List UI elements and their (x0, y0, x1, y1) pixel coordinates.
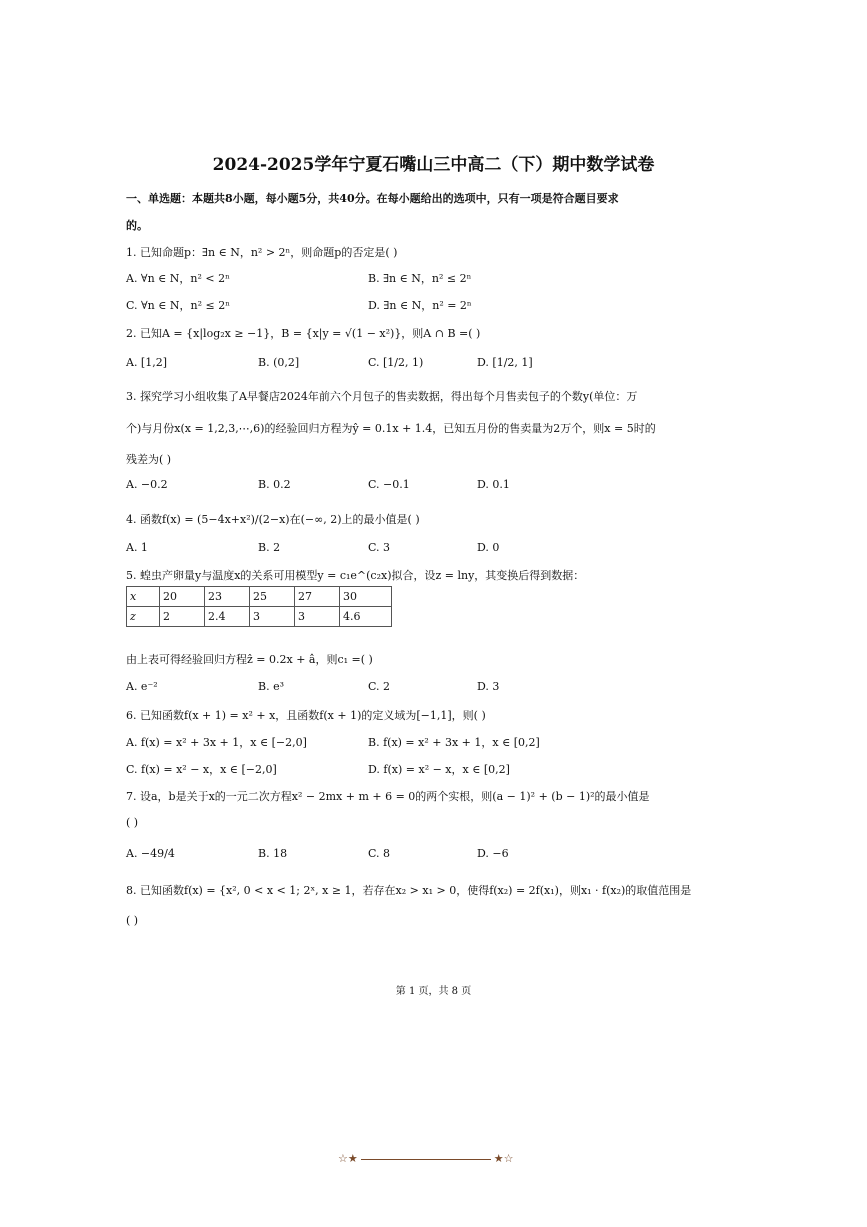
q8-line1: 8. 已知函数f(x) = {x², 0 < x < 1; 2ˣ, x ≥ 1，若存在x₂ > x₁ > 0，使得f(x₂) = 2f(x₁)，则x₁ · f(x₂)的取值范围是 (126, 884, 692, 897)
table-cell: 4.6 (340, 607, 392, 627)
q5-followup: 由上表可得经验回归方程ẑ = 0.2x + â，则c₁ =( ) (126, 653, 373, 666)
q5-stem: 5. 蝗虫产卵量y与温度x的关系可用模型y = c₁e^(c₂x)拟合，设z = lny，其变换后得到数据： (126, 569, 585, 582)
table-cell: z (127, 607, 160, 627)
table-cell: 3 (295, 607, 340, 627)
q1-option-b: B. ∃n ∈ N，n² ≤ 2ⁿ (368, 272, 472, 285)
q7-option-b: B. 18 (258, 847, 288, 860)
star-icon: ★☆ (493, 1152, 514, 1165)
q1-option-d: D. ∃n ∈ N，n² = 2ⁿ (368, 299, 472, 312)
table-cell: 20 (160, 587, 205, 607)
table-cell: 3 (250, 607, 295, 627)
table-cell: 27 (295, 587, 340, 607)
q1-stem: 1. 已知命题p：∃n ∈ N，n² > 2ⁿ，则命题p的否定是( ) (126, 246, 398, 259)
q4-option-d: D. 0 (477, 541, 500, 554)
q7-option-d: D. −6 (477, 847, 509, 860)
page-footer: 第 1 页，共 8 页 (395, 986, 472, 997)
q3-line2: 个)与月份x(x = 1,2,3,⋯,6)的经验回归方程为ŷ = 0.1x + 1.4，已知五月份的售卖量为2万个，则x = 5时的 (126, 422, 656, 435)
table-cell: 25 (250, 587, 295, 607)
q7-line2: ( ) (126, 816, 139, 829)
table-row (127, 607, 392, 627)
q2-option-c: C. [1/2, 1) (368, 356, 424, 369)
q2-option-d: D. [1/2, 1] (477, 356, 533, 369)
star-icon: ☆★ (338, 1152, 358, 1165)
q2-option-b: B. (0,2] (258, 356, 300, 369)
q5-option-c: C. 2 (368, 680, 391, 693)
table-cell: 23 (205, 587, 250, 607)
q6-option-c: C. f(x) = x² − x，x ∈ [−2,0] (126, 763, 277, 776)
page-title: 2024-2025学年宁夏石嘴山三中高二（下）期中数学试卷 (212, 155, 655, 175)
decorative-divider (338, 1152, 513, 1165)
q5-option-b: B. e³ (258, 680, 284, 693)
q3-option-d: D. 0.1 (477, 478, 510, 491)
q5-option-a: A. e⁻² (126, 680, 158, 693)
table-cell: 2.4 (205, 607, 250, 627)
q7-line1: 7. 设a，b是关于x的一元二次方程x² − 2mx + m + 6 = 0的两个实根，则(a − 1)² + (b − 1)²的最小值是 (126, 790, 650, 803)
q4-option-b: B. 2 (258, 541, 281, 554)
q4-option-a: A. 1 (126, 541, 148, 554)
q5-option-d: D. 3 (477, 680, 500, 693)
q3-line3: 残差为( ) (126, 453, 172, 466)
q1-option-c: C. ∀n ∈ N，n² ≤ 2ⁿ (126, 299, 230, 312)
divider-line (361, 1159, 491, 1160)
q2-stem: 2. 已知A = {x|log₂x ≥ −1}，B = {x|y = √(1 − x²)}，则A ∩ B =( ) (126, 327, 481, 340)
q2-option-a: A. [1,2] (126, 356, 168, 369)
table-cell: 30 (340, 587, 392, 607)
q3-option-a: A. −0.2 (126, 478, 168, 491)
q6-option-a: A. f(x) = x² + 3x + 1，x ∈ [−2,0] (126, 736, 307, 749)
q6-option-d: D. f(x) = x² − x，x ∈ [0,2] (368, 763, 510, 776)
section-heading-line1: 一、单选题：本题共8小题，每小题5分，共40分。在每小题给出的选项中，只有一项是符合题目要求 (126, 192, 619, 205)
q5-data-table (126, 586, 392, 627)
q7-option-a: A. −49/4 (126, 847, 175, 860)
q4-option-c: C. 3 (368, 541, 391, 554)
q3-line1: 3. 探究学习小组收集了A早餐店2024年前六个月包子的售卖数据，得出每个月售卖包子的个数y(单位：万 (126, 390, 638, 403)
table-row (127, 587, 392, 607)
table-cell: x (127, 587, 160, 607)
table-cell: 2 (160, 607, 205, 627)
q4-stem: 4. 函数f(x) = (5−4x+x²)/(2−x)在(−∞, 2)上的最小值是( ) (126, 513, 420, 526)
q6-stem: 6. 已知函数f(x + 1) = x² + x，且函数f(x + 1)的定义域为[−1,1]，则( ) (126, 709, 486, 722)
q6-option-b: B. f(x) = x² + 3x + 1，x ∈ [0,2] (368, 736, 540, 749)
q3-option-b: B. 0.2 (258, 478, 291, 491)
q7-option-c: C. 8 (368, 847, 391, 860)
section-heading-line2: 的。 (126, 219, 148, 232)
q1-option-a: A. ∀n ∈ N，n² < 2ⁿ (126, 272, 230, 285)
q3-option-c: C. −0.1 (368, 478, 410, 491)
q8-line2: ( ) (126, 914, 139, 927)
